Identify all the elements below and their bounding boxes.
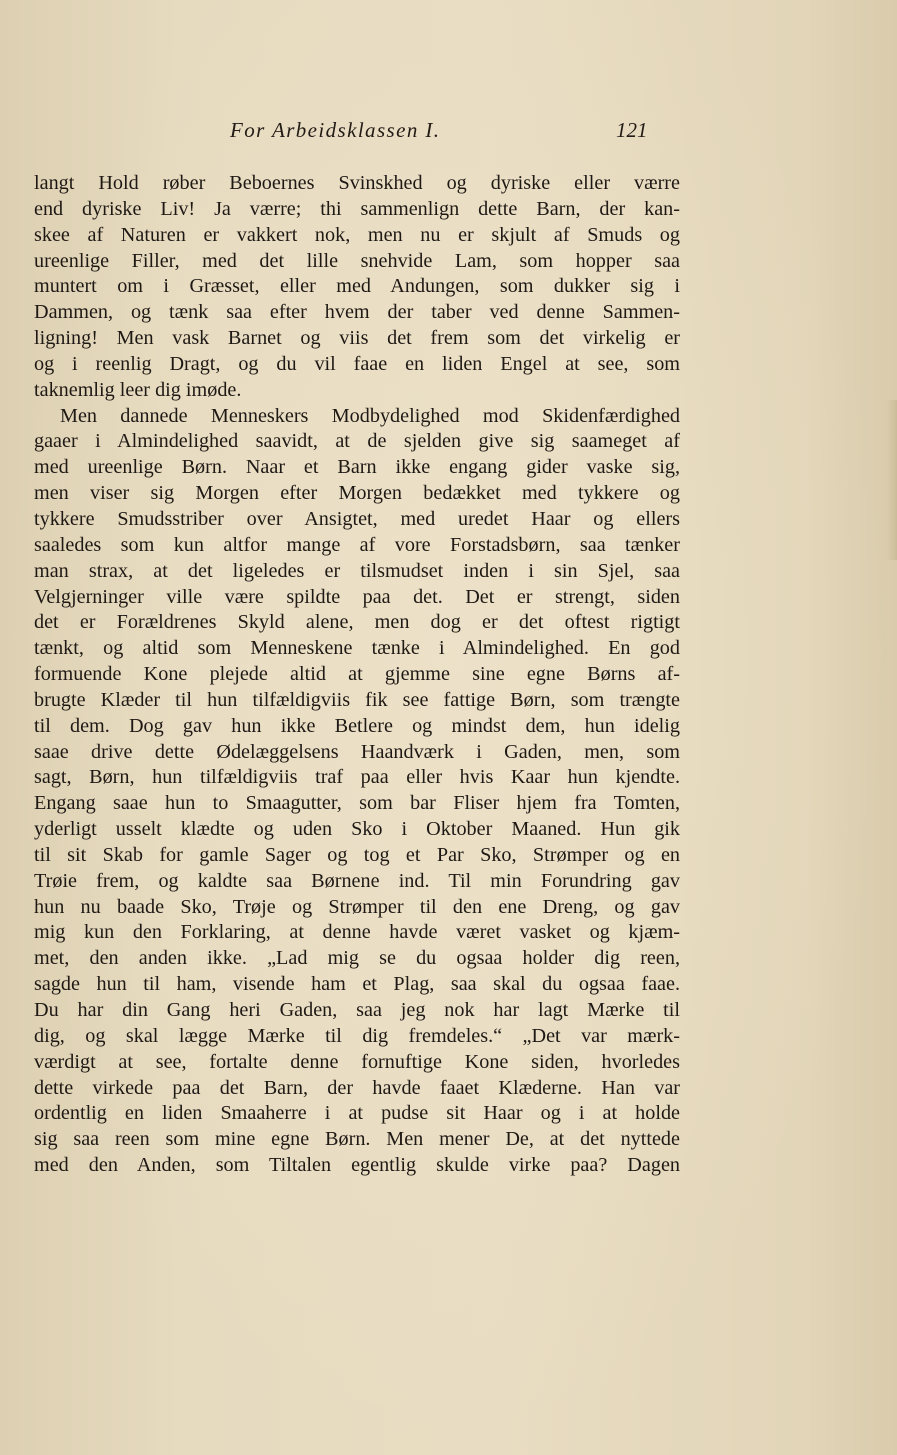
- text-line: ureenlige Filler, med det lille snehvide Lam, som hopper saa: [34, 249, 680, 272]
- text-line: met, den anden ikke. „Lad mig se du ogsaa holder dig reen,: [34, 947, 680, 970]
- running-title: For Arbeidsklassen I.: [230, 118, 441, 142]
- text-line: det er Forældrenes Skyld alene, men dog er det oftest rigtigt: [34, 611, 680, 634]
- running-head: [0, 118, 897, 148]
- text-line: Du har din Gang heri Gaden, saa jeg nok har lagt Mærke til: [34, 999, 680, 1021]
- page-number: 121: [616, 118, 648, 142]
- text-line: Velgjerninger ville være spildte paa det. Det er strengt, siden: [34, 585, 680, 608]
- text-line: gaaer i Almindelighed saavidt, at de sjelden give sig saameget af: [34, 430, 680, 453]
- text-line: Dammen, og tænk saa efter hvem der taber ved denne Sammen-: [34, 301, 680, 324]
- text-line: brugte Klæder til hun tilfældigviis fik see fattige Børn, som trængte: [34, 688, 680, 711]
- text-line: hun nu baade Sko, Trøje og Strømper til den ene Dreng, og gav: [34, 895, 680, 918]
- text-line: skee af Naturen er vakkert nok, men nu er skjult af Smuds og: [34, 223, 680, 246]
- text-line: Men dannede Menneskers Modbydelighed mod Skidenfærdighed: [60, 404, 680, 427]
- text-line: muntert om i Græsset, eller med Andungen, som dukker sig i: [34, 275, 680, 298]
- text-line: dig, og skal lægge Mærke til dig fremdeles.“ „Det var mærk-: [34, 1024, 680, 1047]
- text-line: med ureenlige Børn. Naar et Barn ikke engang gider vaske sig,: [34, 456, 680, 479]
- text-line: men viser sig Morgen efter Morgen bedækket med tykkere og: [34, 482, 680, 505]
- text-line: til sit Skab for gamle Sager og tog et Par Sko, Strømper og en: [34, 843, 680, 866]
- text-line: sig saa reen som mine egne Børn. Men mener De, at det nyttede: [34, 1128, 680, 1151]
- page-edge-stain: [887, 400, 897, 560]
- text-line: sagt, Børn, hun tilfældigviis traf paa eller hvis Kaar hun kjendte.: [34, 766, 680, 789]
- body-text: [34, 171, 680, 1179]
- text-line: taknemlig leer dig imøde.: [34, 378, 242, 401]
- text-line: værdigt at see, fortalte denne fornuftige Kone siden, hvorledes: [34, 1050, 680, 1073]
- text-line: saae drive dette Ødelæggelsens Haandværk i Gaden, men, som: [34, 740, 680, 763]
- text-line: saaledes som kun altfor mange af vore Forstadsbørn, saa tænker: [34, 533, 680, 556]
- text-line: mig kun den Forklaring, at denne havde været vasket og kjæm-: [34, 921, 680, 944]
- text-line: tykkere Smudsstriber over Ansigtet, med uredet Haar og ellers: [34, 507, 680, 530]
- text-line: yderligt usselt klædte og uden Sko i Oktober Maaned. Hun gik: [34, 818, 680, 841]
- text-line: formuende Kone plejede altid at gjemme sine egne Børns af-: [34, 663, 680, 686]
- text-line: Engang saae hun to Smaagutter, som bar Fliser hjem fra Tomten,: [34, 792, 680, 815]
- text-line: man strax, at det ligeledes er tilsmudset inden i sin Sjel, saa: [34, 559, 680, 582]
- text-line: dette virkede paa det Barn, der havde faaet Klæderne. Han var: [34, 1076, 680, 1099]
- text-line: og i reenlig Dragt, og du vil faae en liden Engel at see, som: [34, 352, 680, 375]
- text-line: end dyriske Liv! Ja værre; thi sammenlign dette Barn, der kan-: [34, 197, 680, 220]
- text-line: ordentlig en liden Smaaherre i at pudse sit Haar og i at holde: [34, 1102, 680, 1125]
- text-line: sagde hun til ham, visende ham et Plag, saa skal du ogsaa faae.: [34, 973, 680, 996]
- text-line: tænkt, og altid som Menneskene tænke i Almindelighed. En god: [34, 637, 680, 660]
- text-line: ligning! Men vask Barnet og viis det frem som det virkelig er: [34, 327, 680, 350]
- text-line: langt Hold røber Beboernes Svinskhed og dyriske eller værre: [34, 172, 680, 194]
- text-line: Trøie frem, og kaldte saa Børnene ind. Til min Forundring gav: [34, 869, 680, 892]
- text-line: med den Anden, som Tiltalen egentlig skulde virke paa? Dagen: [34, 1154, 680, 1177]
- text-line: til dem. Dog gav hun ikke Betlere og mindst dem, hun idelig: [34, 714, 680, 737]
